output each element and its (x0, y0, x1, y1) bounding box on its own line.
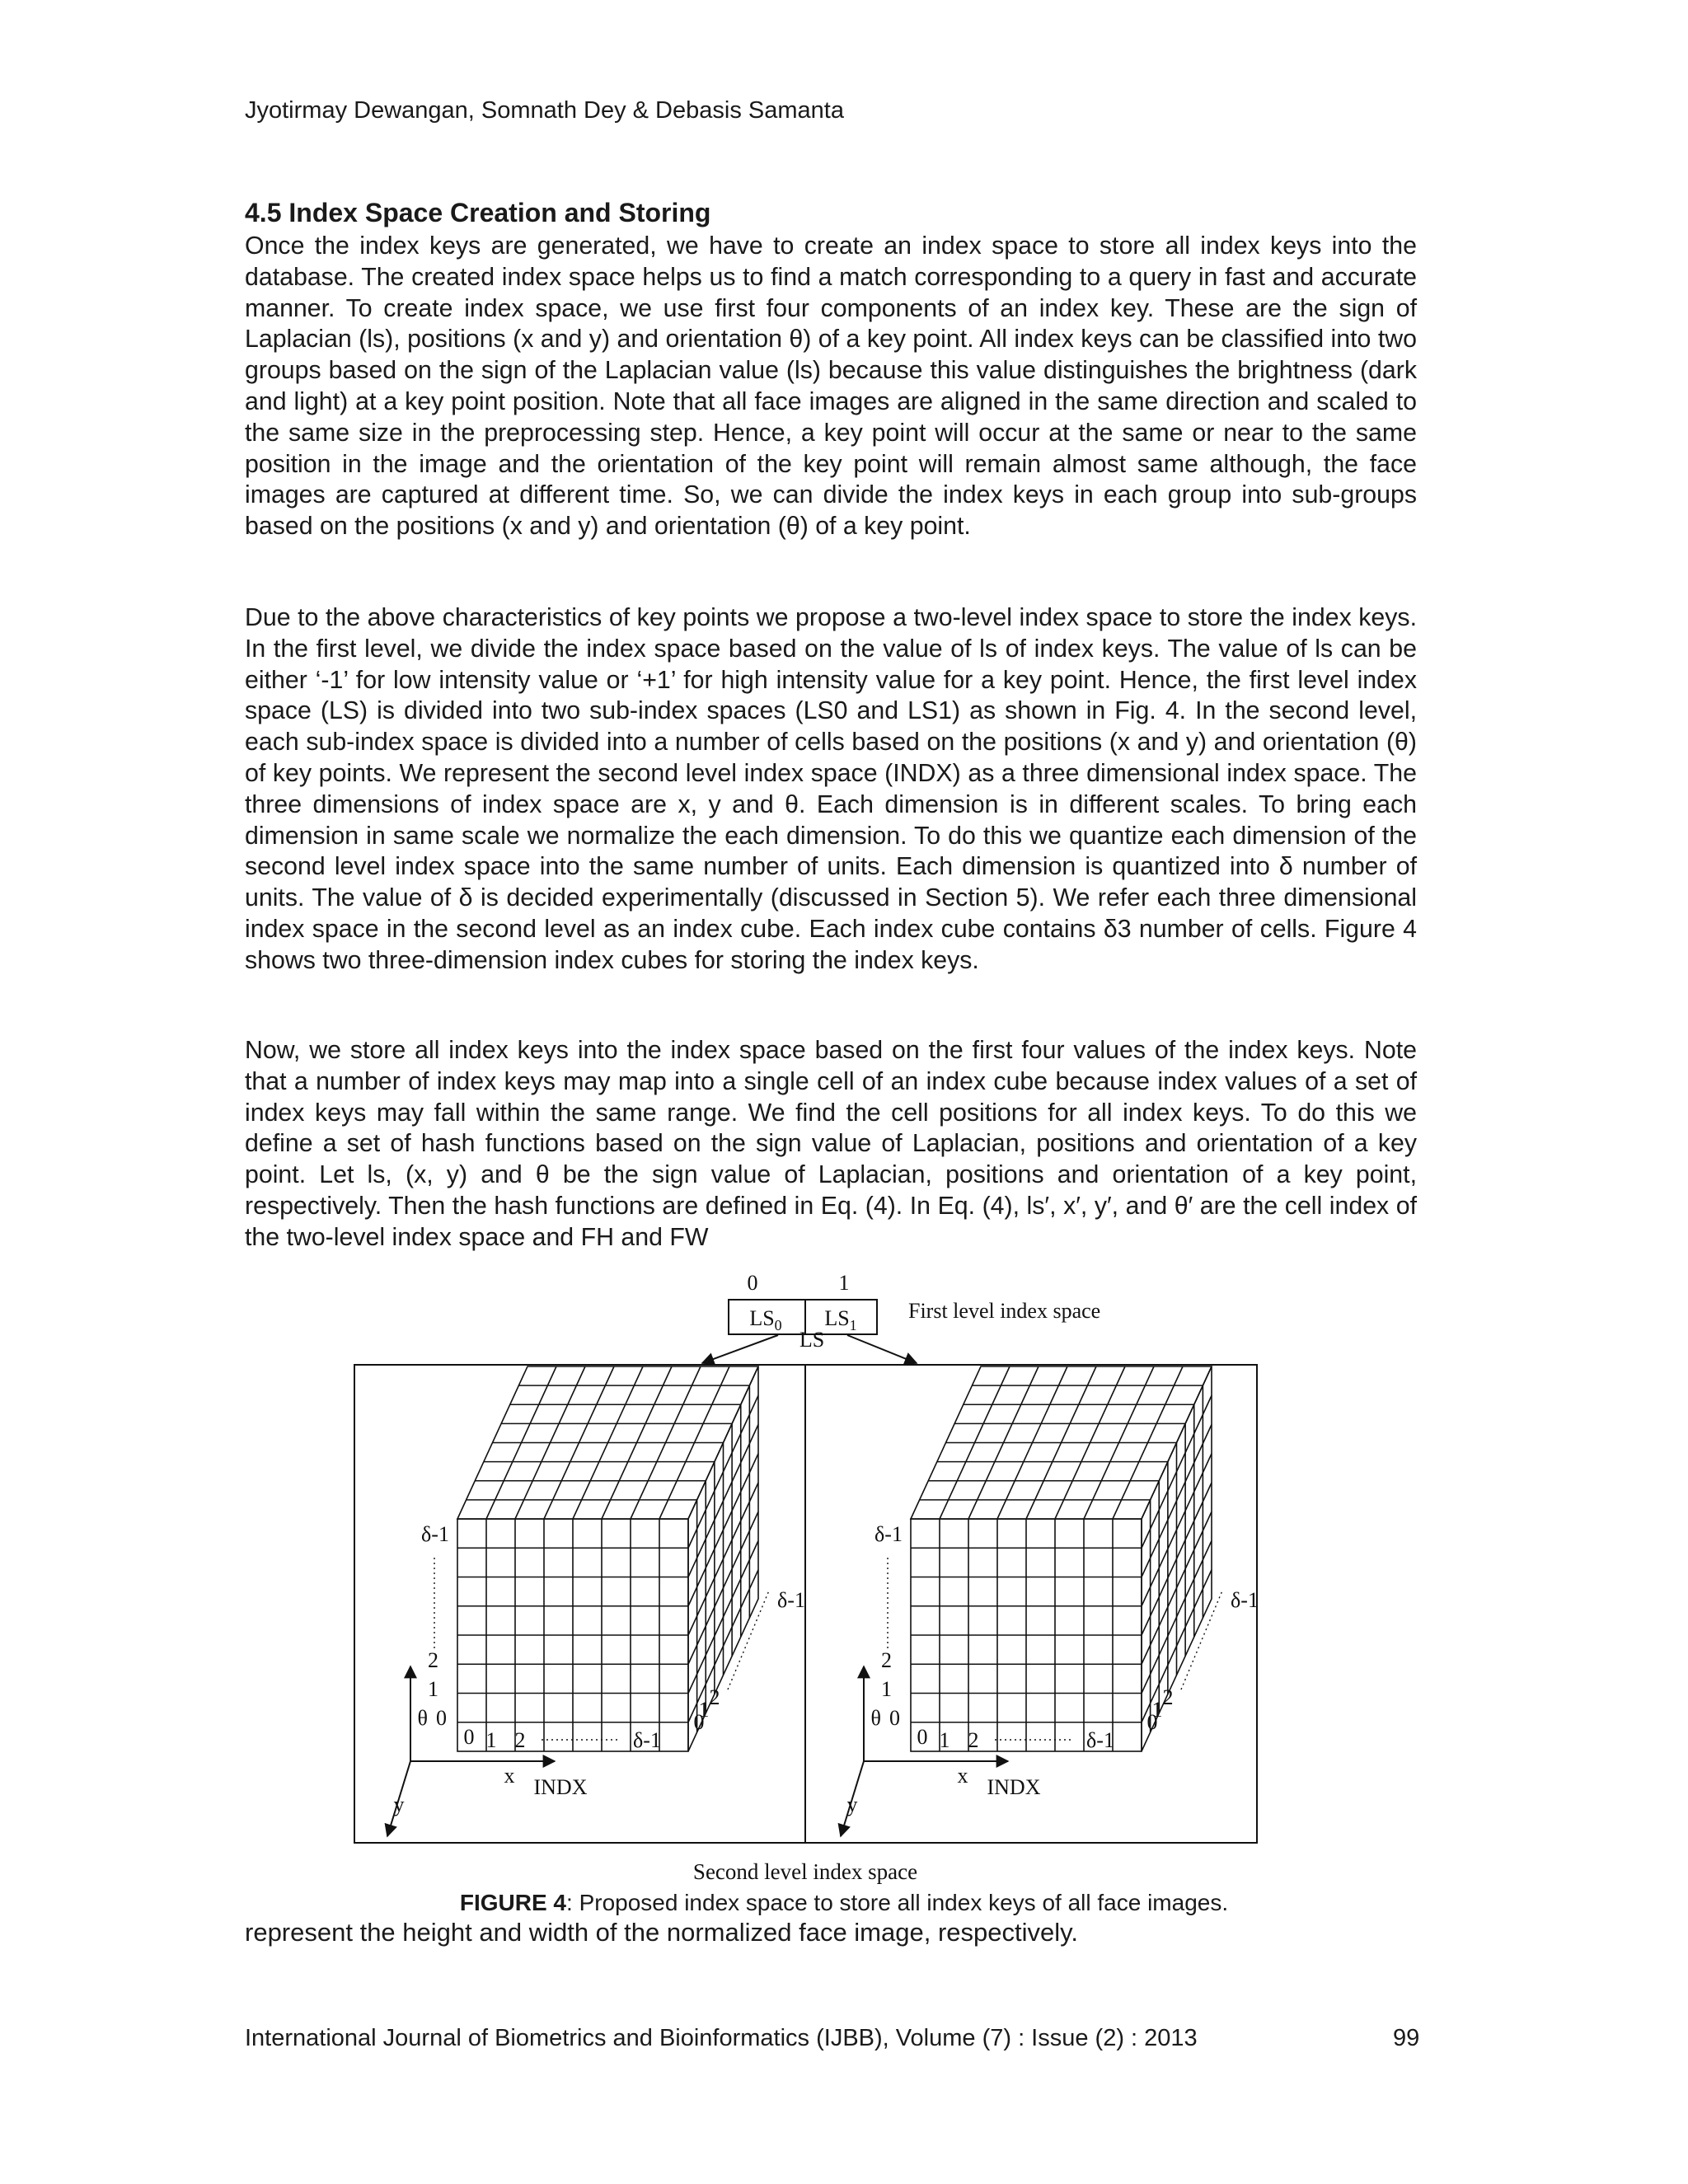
x-axis-label: x (957, 1764, 968, 1788)
caption-label: FIGURE 4 (459, 1890, 567, 1915)
caption-text: : Proposed index space to store all index keys of all face images. (566, 1890, 1229, 1915)
depth-tick-1: 1 (698, 1698, 710, 1722)
paragraph-3: Now, we store all index keys into the index space based on the first four values of the index keys. Note that a number of index keys may map into a single cell of an index cube because index values of a set of index keys may fall within the same range. We find the cell positions for all index keys. To do this we define a set of hash functions based on the sign value of Laplacian, positions and orientation of a key point. Let ls, (x, y) and θ be the sign value of Laplacian, positions and orientation of a key point, respectively. Then the hash functions are defined in Eq. (4). In Eq. (4), ls′, x′, y′, and θ′ are the cell index of the two-level index space and FH and FW (245, 1037, 1417, 1251)
indx-label: INDX (533, 1775, 588, 1799)
theta-max-label: δ-1 (421, 1522, 449, 1546)
x-tick-2: 2 (514, 1728, 526, 1752)
y-axis-label: y (846, 1793, 858, 1816)
cell-ls0: $LS_0$ (749, 1306, 782, 1333)
x-max-label: δ-1 (633, 1728, 661, 1752)
theta-tick-0: 0 (436, 1706, 447, 1730)
ls-index-0: 0 (747, 1271, 758, 1295)
continuation-text: represent the height and width of the normalized face image, respectively. (245, 1918, 1078, 1947)
theta-tick-1: 1 (428, 1677, 438, 1701)
second-level-label: Second level index space (692, 1859, 918, 1884)
index-cube-ls0 (387, 1366, 805, 1836)
depth-dots (1181, 1591, 1222, 1690)
x-tick-1: 1 (485, 1728, 497, 1752)
indx-label: INDX (987, 1775, 1041, 1799)
arrow-to-ls0 (702, 1335, 778, 1363)
ls-label: LS (799, 1328, 825, 1352)
depth-max-label: δ-1 (777, 1588, 805, 1612)
first-level-index-space (702, 1271, 1100, 1363)
y-axis-label: y (393, 1793, 405, 1816)
page-number: 99 (1393, 2025, 1420, 2051)
x-tick-1: 1 (939, 1728, 950, 1752)
theta-tick-1: 1 (881, 1677, 892, 1701)
theta-axis-label: θ (870, 1706, 881, 1730)
index-cube-ls1 (841, 1366, 1259, 1836)
theta-max-label: δ-1 (874, 1522, 903, 1546)
x-tick-2: 2 (968, 1728, 979, 1752)
cell-ls1: $LS_1$ (824, 1306, 857, 1333)
running-header: Jyotirmay Dewangan, Somnath Dey & Debasis Samanta (245, 97, 844, 124)
depth-tick-2: 2 (1162, 1685, 1174, 1709)
x-max-label: δ-1 (1086, 1728, 1114, 1752)
paragraph-2: Due to the above characteristics of key points we propose a two-level index space to store the index keys. In the first level, we divide the index space based on the value of ls of index keys. The value of ls can be either ‘-1’ for low intensity value or ‘+1’ for high intensity value for a key point. Hence, the first level index space (LS) is divided into two sub-index spaces (LS0 and LS1) as shown in Fig. 4. In the second level, each sub-index space is divided into a number of cells based on the positions (x and y) and orientation (θ) of key points. We represent the second level index space (INDX) as a three dimensional index space. The three dimensions of index space are x, y and θ. Each dimension is in different scales. To bring each dimension in same scale we normalize the each dimension. To do this we quantize each dimension of the second level index space into the same number of units. Each dimension is quantized into δ number of units. The value of δ is decided experimentally (discussed in Section 5). We refer each three dimensional index space in the second level as an index cube. Each index cube contains δ3 number of cells. Figure 4 shows two three-dimension index cubes for storing the index keys. (245, 604, 1417, 974)
x-tick-0: 0 (463, 1725, 475, 1749)
section-title: Index Space Creation and Storing (288, 198, 711, 227)
section-number: 4.5 (245, 198, 282, 227)
depth-tick-1: 1 (1151, 1698, 1163, 1722)
depth-max-label: δ-1 (1231, 1588, 1259, 1612)
first-level-title: First level index space (908, 1299, 1101, 1323)
paragraph-1: Once the index keys are generated, we have to create an index space to store all index keys into the database. The created index space helps us to find a match corresponding to a query in fast and accurate manner. To create index space, we use first four components of an index key. These are the sign of Laplacian (ls), positions (x and y) and orientation θ) of a key point. All index keys can be classified into two groups based on the sign of the Laplacian value (ls) because this value distinguishes the brightness (dark and light) at a key point position. Note that all face images are aligned in the same direction and scaled to the same size in the preprocessing step. Hence, a key point will occur at the same or near to the same position in the image and the orientation of the key point will remain almost same although, the face images are captured at different time. So, we can divide the index keys in each group into sub-groups based on the positions (x and y) and orientation (θ) of a key point. (245, 232, 1417, 541)
x-axis-label: x (504, 1764, 515, 1788)
depth-tick-0: 0 (693, 1710, 705, 1734)
depth-dots (728, 1591, 769, 1690)
theta-axis-label: θ (417, 1706, 428, 1730)
ls-index-1: 1 (838, 1271, 850, 1295)
theta-tick-0: 0 (889, 1706, 900, 1730)
theta-tick-2: 2 (881, 1648, 892, 1672)
journal-footer: International Journal of Biometrics and Bioinformatics (IJBB), Volume (7) : Issue (2) : 2013 (245, 2025, 1198, 2051)
figure-caption (0, 1890, 1688, 1916)
theta-tick-2: 2 (428, 1648, 438, 1672)
x-tick-0: 0 (917, 1725, 928, 1749)
depth-tick-0: 0 (1146, 1710, 1158, 1734)
depth-tick-2: 2 (709, 1685, 720, 1709)
arrow-to-ls1 (847, 1335, 917, 1363)
